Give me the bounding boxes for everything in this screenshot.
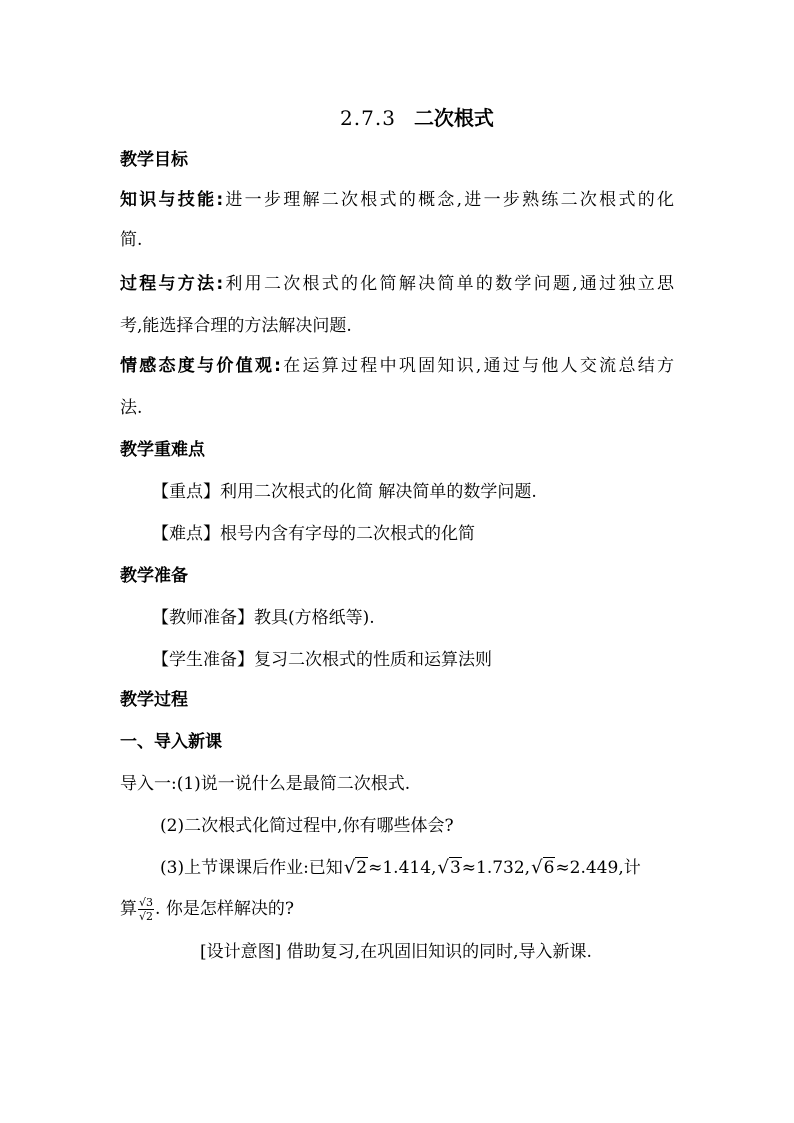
title-number: 2.7.3 bbox=[340, 106, 396, 130]
key-point: 【重点】利用二次根式的化简 解决简单的数学问题. bbox=[152, 482, 537, 502]
intro-question-3-cont bbox=[120, 896, 294, 923]
key-points-heading: 教学重难点 bbox=[120, 440, 205, 460]
calc-suffix: . 你是怎样解决的? bbox=[155, 899, 294, 919]
fraction-denominator: √2 bbox=[139, 910, 154, 923]
emotion-label: 情感态度与价值观: bbox=[120, 356, 281, 376]
process-heading: 教学过程 bbox=[120, 690, 188, 710]
approx-sqrt-6: ≈2.449,计 bbox=[555, 858, 641, 878]
approx-sqrt-2: ≈1.414, bbox=[368, 858, 437, 878]
section-introduction: 一、导入新课 bbox=[120, 732, 222, 752]
intro-question-1: 导入一:(1)说一说什么是最简二次根式. bbox=[120, 774, 411, 794]
sqrt-6 bbox=[531, 856, 555, 880]
process-line-1 bbox=[120, 272, 674, 296]
difficult-point: 【难点】根号内含有字母的二次根式的化简 bbox=[152, 524, 475, 544]
design-intent: [设计意图] 借助复习,在巩固旧知识的同时,导入新课. bbox=[200, 942, 592, 962]
page-title bbox=[0, 104, 794, 132]
sqrt-2-radicand: 2 bbox=[356, 858, 368, 878]
teacher-preparation: 【教师准备】教具(方格纸等). bbox=[152, 608, 375, 628]
sqrt-3-radicand: 3 bbox=[449, 858, 461, 878]
knowledge-label: 知识与技能: bbox=[120, 190, 224, 210]
knowledge-text-2: 简. bbox=[120, 230, 143, 250]
student-preparation: 【学生准备】复习二次根式的性质和运算法则 bbox=[152, 650, 492, 670]
radical-icon: √ bbox=[531, 857, 543, 878]
radical-icon: √ bbox=[343, 857, 356, 878]
preparation-heading: 教学准备 bbox=[120, 566, 188, 586]
title-text: 二次根式 bbox=[413, 106, 494, 130]
knowledge-line-1 bbox=[120, 188, 674, 212]
fraction-sqrt3-over-sqrt2 bbox=[138, 896, 154, 923]
process-text-2: 考,能选择合理的方法解决问题. bbox=[120, 316, 352, 336]
radical-icon: √ bbox=[437, 857, 449, 878]
emotion-line-1 bbox=[120, 354, 674, 378]
emotion-text-2: 法. bbox=[120, 398, 143, 418]
knowledge-text-1: 进一步理解二次根式的概念,进一步熟练二次根式的化 bbox=[223, 190, 674, 210]
fraction-numerator: √3 bbox=[139, 896, 154, 909]
intro-question-2: (2)二次根式化简过程中,你有哪些体会? bbox=[160, 816, 454, 836]
sqrt-2 bbox=[344, 856, 368, 880]
emotion-text-1: 在运算过程中巩固知识,通过与他人交流总结方 bbox=[280, 356, 674, 376]
intro-question-3-prefix: (3)上节课课后作业:已知 bbox=[160, 858, 343, 878]
objectives-heading: 教学目标 bbox=[120, 150, 188, 170]
approx-sqrt-3: ≈1.732, bbox=[461, 858, 531, 878]
process-text-1: 利用二次根式的化简解决简单的数学问题,通过独立思 bbox=[223, 274, 674, 294]
sqrt-3 bbox=[437, 856, 461, 880]
calc-prefix: 算 bbox=[120, 899, 137, 919]
process-label: 过程与方法: bbox=[120, 274, 224, 294]
intro-question-3 bbox=[160, 856, 641, 880]
sqrt-6-radicand: 6 bbox=[543, 858, 555, 878]
